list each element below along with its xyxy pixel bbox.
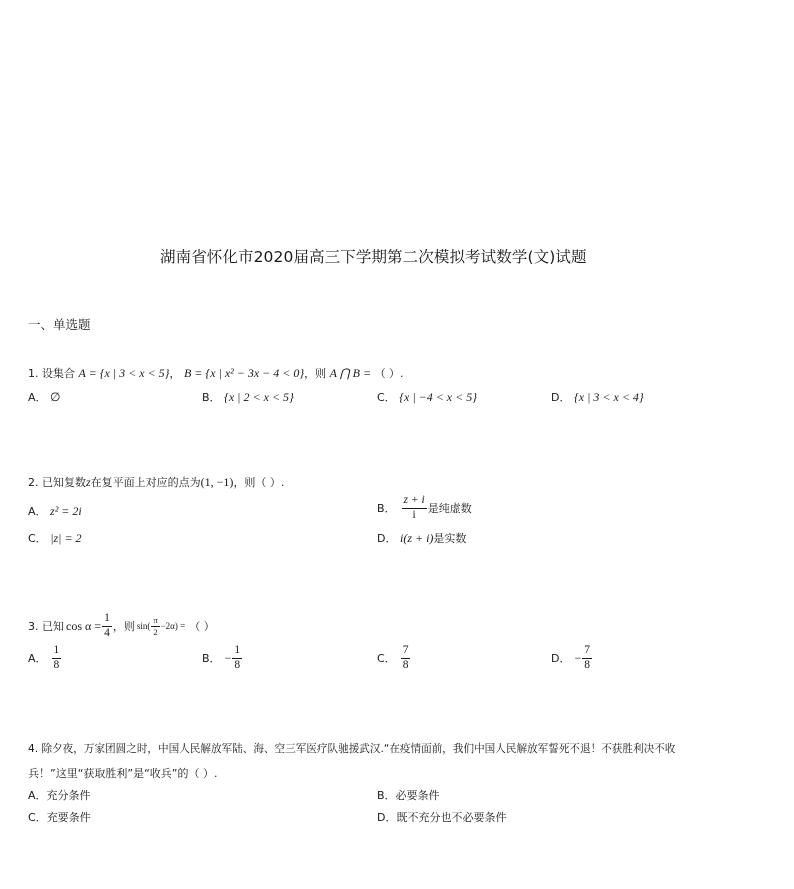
q1-option-b[interactable] xyxy=(202,389,294,405)
fraction-numerator: 1 xyxy=(102,613,112,627)
q1-set-b: B = {x | x² − 3x − 4 < 0} xyxy=(183,366,305,380)
q2-option-d[interactable] xyxy=(377,530,466,546)
option-letter: B． xyxy=(202,652,221,665)
option-letter: A． xyxy=(28,391,47,404)
fraction-denominator: 8 xyxy=(402,658,409,671)
q1-suffix: （ ）. xyxy=(374,367,404,380)
option-math: {x | −4 < x < 5} xyxy=(399,390,478,404)
question-4-line-1: 4. 除夕夜，万家团圆之时，中国人民解放军陆、海、空三军医疗队驰援武汉.“在疫情面前，我们中国人民解放军誓死不退！不获胜利决不收 xyxy=(28,743,676,755)
option-fraction xyxy=(401,645,411,671)
question-2-stem xyxy=(28,474,284,490)
fraction-numerator: 7 xyxy=(401,645,411,659)
q1-mid: ，则 xyxy=(304,367,327,380)
fraction-numerator: z + i xyxy=(402,495,427,509)
q1-expr: A ⋂ B = xyxy=(329,366,372,380)
option-math: |z| = 2 xyxy=(50,531,82,545)
option-sign: − xyxy=(224,650,232,665)
fraction-numerator: π xyxy=(153,615,158,625)
q2-mid: 在复平面上对应的点为 xyxy=(90,476,201,489)
q3-cos: cos α = xyxy=(66,618,102,633)
q3-mid: ，则 xyxy=(112,620,135,633)
option-letter: B． xyxy=(377,789,396,802)
q4-option-b[interactable] xyxy=(377,787,440,803)
q3-option-b[interactable] xyxy=(202,645,243,671)
q2-prefix: 2. 已知复数 xyxy=(28,476,86,489)
option-letter: A． xyxy=(28,505,47,518)
q1-option-c[interactable] xyxy=(377,389,477,405)
option-math: {x | 3 < x < 4} xyxy=(573,390,644,404)
q1-option-a[interactable] xyxy=(28,389,60,405)
option-text: 充分条件 xyxy=(46,789,91,802)
option-fraction xyxy=(402,495,427,521)
q3-sin-post: −2α) = xyxy=(160,621,186,631)
q2-option-c[interactable] xyxy=(28,530,82,546)
fraction-denominator: 4 xyxy=(104,626,110,639)
question-4-line-2: 兵！”这里“获取胜利”是“收兵”的（ ）. xyxy=(28,767,218,780)
option-math: z² = 2i xyxy=(50,504,82,518)
q2-option-b[interactable] xyxy=(377,495,472,521)
option-letter: A． xyxy=(28,789,47,802)
q3-sin-pre: sin( xyxy=(136,621,151,631)
q3-option-a[interactable] xyxy=(28,645,62,671)
q2-option-a[interactable] xyxy=(28,503,82,519)
option-letter: B． xyxy=(202,391,221,404)
q2-var: z xyxy=(86,475,91,489)
question-3-stem xyxy=(28,613,215,639)
fraction-denominator: 8 xyxy=(53,658,60,671)
q2-suffix: ，则（ ）. xyxy=(233,476,285,489)
fraction-denominator: 2 xyxy=(153,626,158,637)
option-text: 充要条件 xyxy=(46,811,91,824)
section-heading: 一、单选题 xyxy=(28,317,91,332)
fraction-numerator: 1 xyxy=(232,645,242,659)
option-text: 既不充分也不必要条件 xyxy=(396,811,507,824)
q1-prefix: 1. 设集合 xyxy=(28,367,75,380)
option-letter: C． xyxy=(377,652,396,665)
q3-sin-fraction xyxy=(151,616,159,636)
option-math: i(z + i) xyxy=(399,531,434,545)
fraction-denominator: i xyxy=(412,508,416,521)
q3-suffix: （ ） xyxy=(189,620,215,633)
option-fraction xyxy=(582,645,592,671)
option-letter: C． xyxy=(28,532,47,545)
option-text: 是纯虚数 xyxy=(427,502,472,515)
option-text: 必要条件 xyxy=(395,789,440,802)
q3-prefix: 3. 已知 xyxy=(28,620,64,633)
option-math: ∅ xyxy=(50,390,61,404)
option-letter: C． xyxy=(377,391,396,404)
option-fraction xyxy=(232,645,242,671)
option-letter: D． xyxy=(377,532,397,545)
q1-sep: ， xyxy=(169,367,181,380)
q1-option-d[interactable] xyxy=(551,389,644,405)
fraction-denominator: 8 xyxy=(584,658,591,671)
q4-option-a[interactable] xyxy=(28,787,91,803)
q3-option-c[interactable] xyxy=(377,645,411,671)
option-sign: − xyxy=(574,650,582,665)
fraction-numerator: 7 xyxy=(582,645,592,659)
q4-option-d[interactable] xyxy=(377,809,506,825)
q4-option-c[interactable] xyxy=(28,809,91,825)
fraction-denominator: 8 xyxy=(234,658,241,671)
option-text: 是实数 xyxy=(433,532,467,545)
option-letter: D． xyxy=(551,391,571,404)
q1-set-a: A = {x | 3 < x < 5} xyxy=(78,366,170,380)
q3-option-d[interactable] xyxy=(551,645,593,671)
option-letter: D． xyxy=(551,652,571,665)
option-letter: A． xyxy=(28,652,47,665)
q2-point: (1, −1) xyxy=(200,475,234,489)
fraction-numerator: 1 xyxy=(52,645,62,659)
q3-cos-fraction xyxy=(102,613,112,639)
option-letter: C． xyxy=(28,811,47,824)
document-title: 湖南省怀化市2020届高三下学期第二次模拟考试数学(文)试题 xyxy=(160,248,587,266)
option-math: {x | 2 < x < 5} xyxy=(224,390,294,404)
option-fraction xyxy=(52,645,62,671)
option-letter: D． xyxy=(377,811,397,824)
question-1-stem xyxy=(28,365,404,381)
option-letter: B． xyxy=(377,502,396,515)
